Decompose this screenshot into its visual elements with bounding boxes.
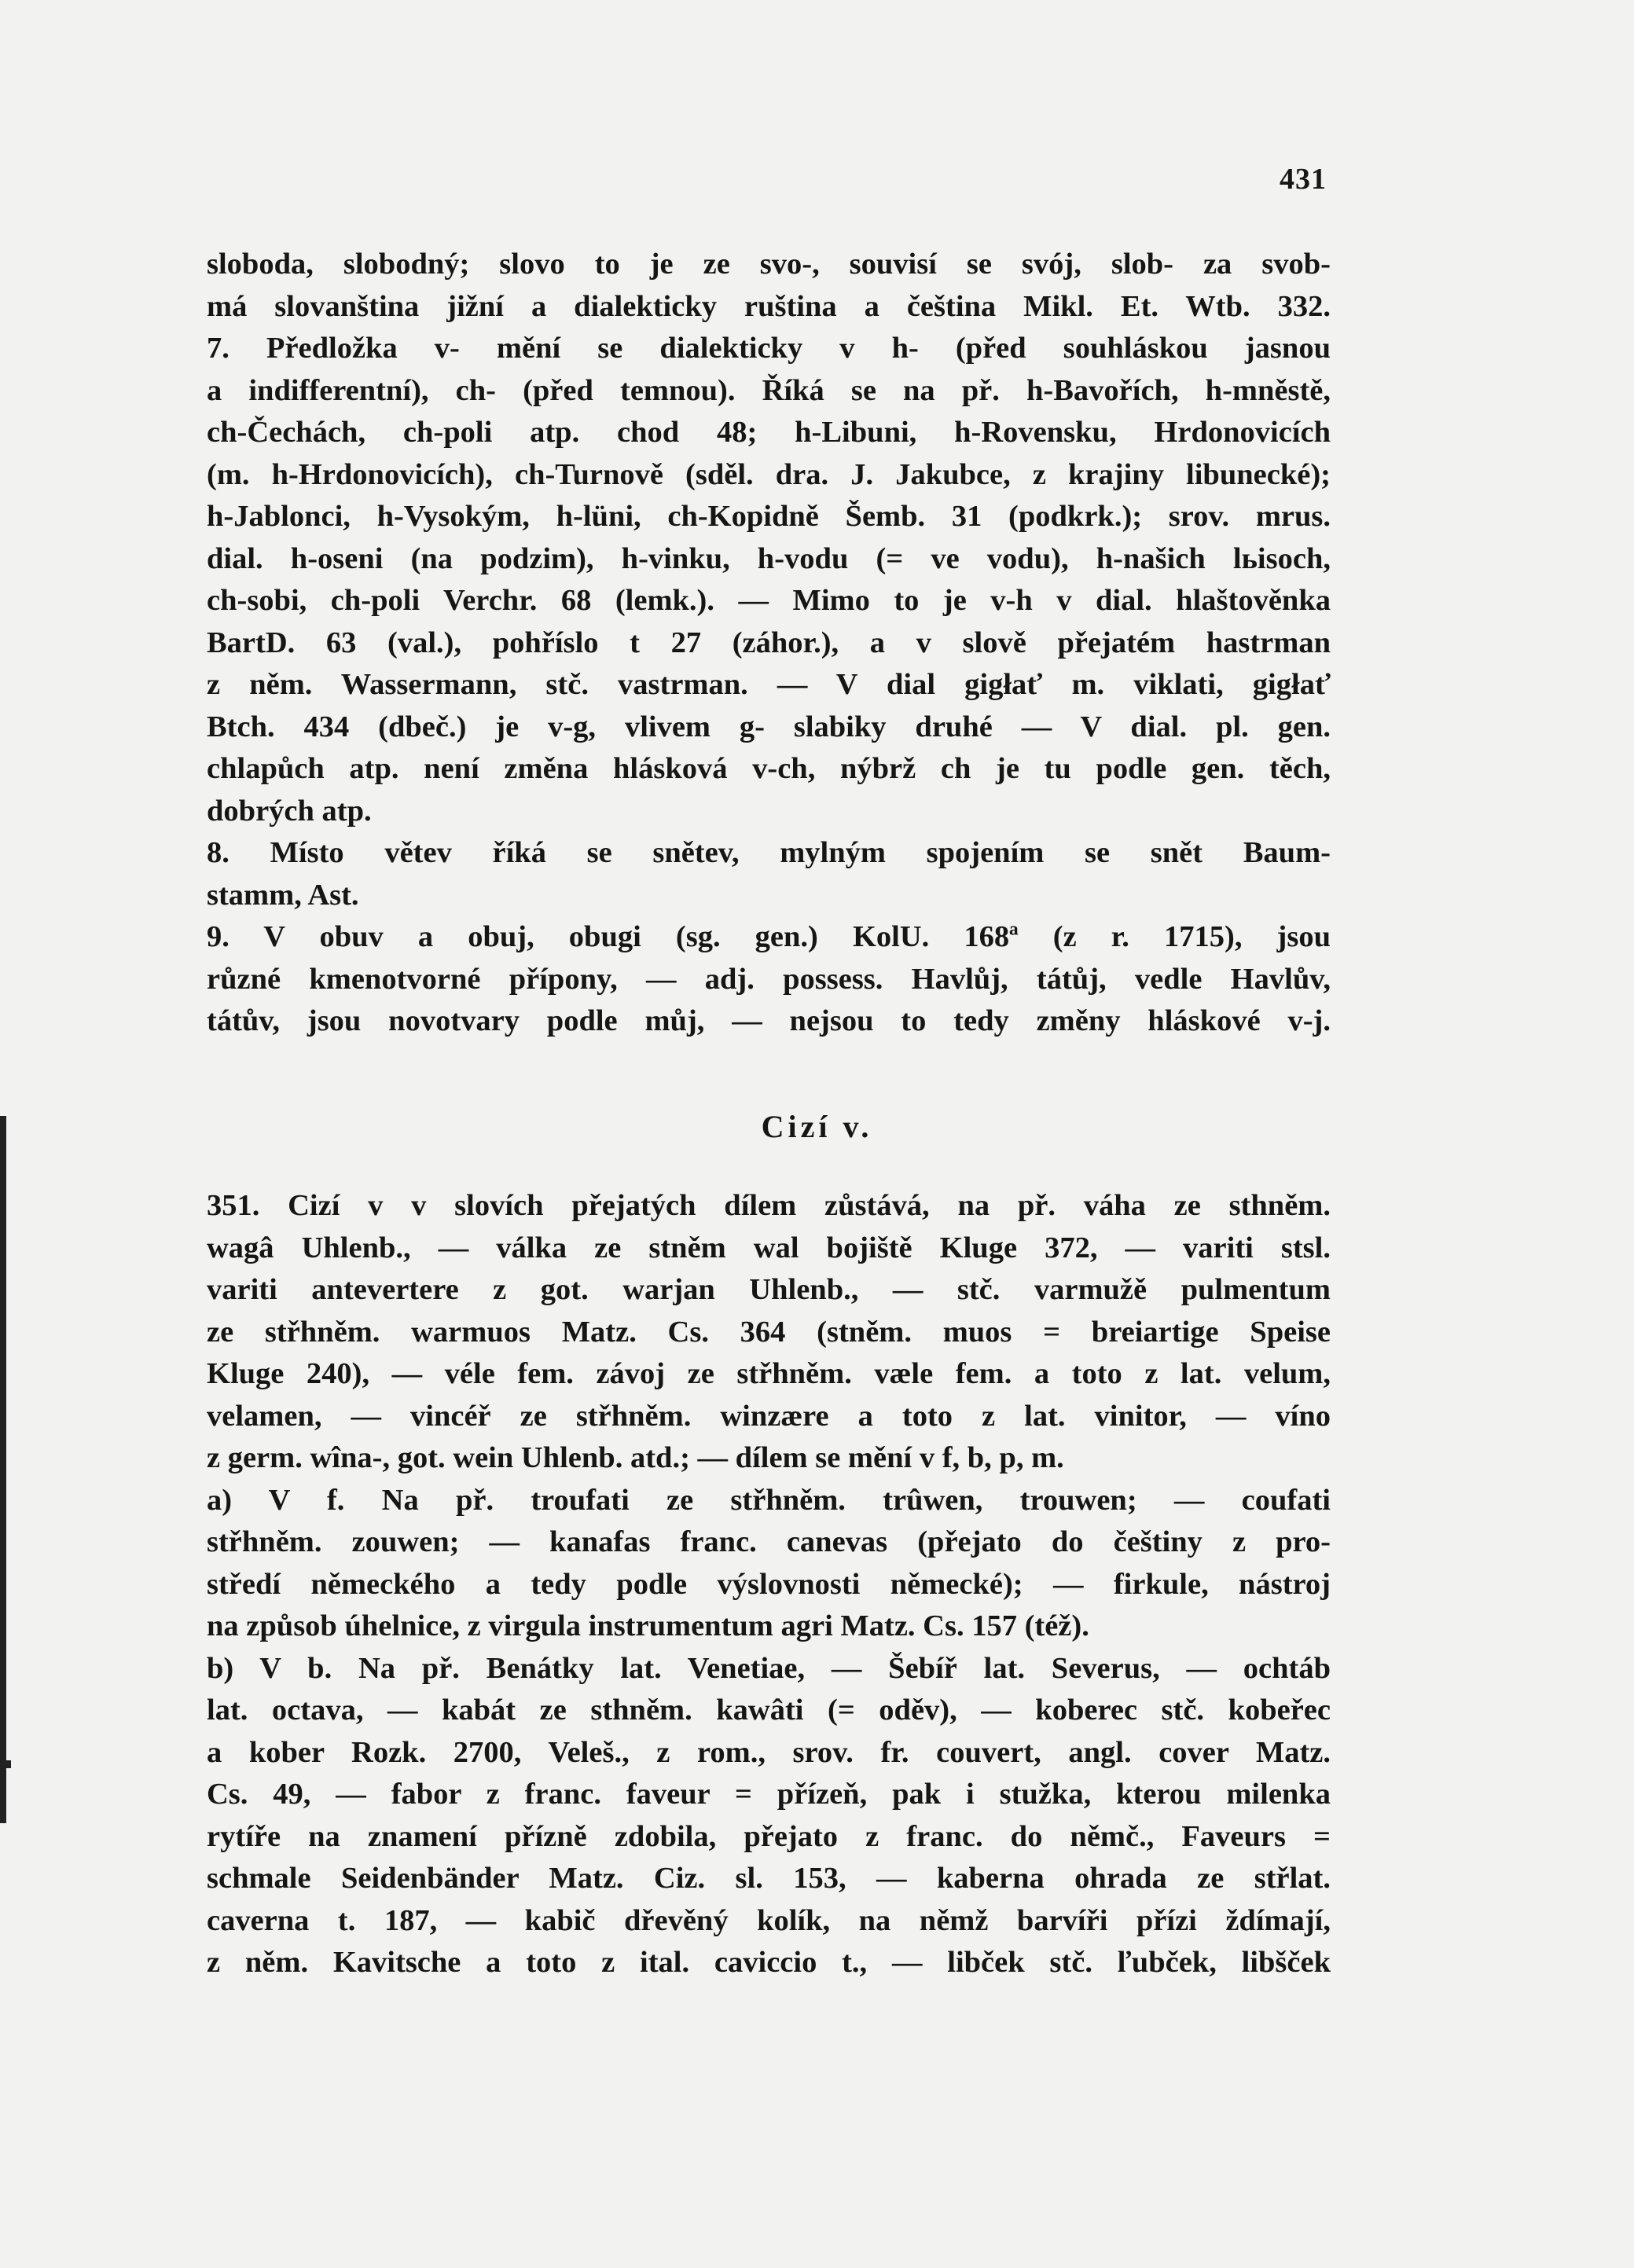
text-line: a kober Rozk. 2700, Veleš., z rom., srov. fr. couvert, angl. cover Matz. <box>207 1735 1331 1769</box>
text-line: 7. Předložka v- mění se dialekticky v h- (před souhláskou jasnou <box>207 332 1331 365</box>
scan-edge-tick <box>0 1760 11 1768</box>
text-line: velamen, — vincéř ze střhněm. winzære a toto z lat. vinitor, — víno <box>207 1399 1331 1433</box>
text-line: středí německého a tedy podle výslovnosti německé); — firkule, nástroj <box>207 1567 1331 1601</box>
text-line: caverna t. 187, — kabič dřevěný kolík, na němž barvíři přízi ždímají, <box>207 1903 1331 1937</box>
text-line: a indifferentní), ch- (před temnou). Říká se na př. h-Bavořích, h-mněstě, <box>207 373 1331 407</box>
text-line: dobrých atp. <box>207 794 372 828</box>
text-line: a) V f. Na př. troufati ze střhněm. trûwen, trouwen; — coufati <box>207 1483 1331 1517</box>
text-line: 351. Cizí v v slovích přejatých dílem zůstává, na př. váha ze sthněm. <box>207 1189 1331 1222</box>
text-line: Btch. 434 (dbeč.) je v-g, vlivem g- slabiky druhé — V dial. pl. gen. <box>207 710 1331 743</box>
text-line: stamm, Ast. <box>207 878 359 912</box>
page-number: 431 <box>1280 163 1327 196</box>
text-line: z germ. wîna-, got. wein Uhlenb. atd.; — dílem se mění v f, b, p, m. <box>207 1441 1064 1474</box>
text-line: chlapůch atp. není změna hlásková v-ch, nýbrž ch je tu podle gen. těch, <box>207 752 1331 785</box>
section-heading: Cizí v. <box>761 1109 873 1144</box>
text-line: Kluge 240), — véle fem. závoj ze střhněm. væle fem. a toto z lat. velum, <box>207 1357 1331 1390</box>
text-line: wagâ Uhlenb., — válka ze stněm wal bojiště Kluge 372, — variti stsl. <box>207 1231 1331 1264</box>
text-line: schmale Seidenbänder Matz. Ciz. sl. 153, — kaberna ohrada ze střlat. <box>207 1862 1331 1895</box>
text-line: z něm. Wassermann, stč. vastrman. — V dial gigłať m. viklati, gigłať <box>207 668 1331 701</box>
text-block-top <box>207 244 1331 1043</box>
scan-edge-mark <box>0 1116 6 1823</box>
text-line: z něm. Kavitsche a toto z ital. caviccio t., — libček stč. ľubček, libšček <box>207 1946 1331 1979</box>
text-line: tátův, jsou novotvary podle můj, — nejsou to tedy změny hláskové v-j. <box>207 1004 1331 1037</box>
text-line: dial. h-oseni (na podzim), h-vinku, h-vodu (= ve vodu), h-našich lьisoch, <box>207 541 1331 575</box>
text-line: lat. octava, — kabát ze sthněm. kawâti (= oděv), — koberec stč. kobeřec <box>207 1694 1331 1727</box>
text-line: ch-Čechách, ch-poli atp. chod 48; h-Libuni, h-Rovensku, Hrdonovicích <box>207 416 1331 449</box>
text-block-bottom <box>207 1185 1331 1984</box>
text-line: má slovanština jižní a dialekticky ruština a čeština Mikl. Et. Wtb. 332. <box>207 289 1331 323</box>
text-line: (m. h-Hrdonovicích), ch-Turnově (sděl. dra. J. Jakubce, z krajiny libunecké); <box>207 457 1331 491</box>
text-line: variti antevertere z got. warjan Uhlenb., — stč. varmužě pulmentum <box>207 1273 1331 1306</box>
text-line: 9. V obuv a obuj, obugi (sg. gen.) KolU. 168ª (z r. 1715), jsou <box>207 920 1331 953</box>
text-line: rytíře na znamení přízně zdobila, přejato z franc. do němč., Faveurs = <box>207 1819 1331 1853</box>
text-line: různé kmenotvorné přípony, — adj. possess. Havlůj, tátůj, vedle Havlův, <box>207 962 1331 996</box>
text-line: h-Jablonci, h-Vysokým, h-lüni, ch-Kopidně Šemb. 31 (podkrk.); srov. mrus. <box>207 500 1331 533</box>
text-line: sloboda, slobodný; slovo to je ze svo-, souvisí se svój, slob- za svob- <box>207 248 1331 281</box>
text-line: Cs. 49, — fabor z franc. faveur = přízeň, pak i stužka, kterou milenka <box>207 1778 1331 1811</box>
text-line: b) V b. Na př. Benátky lat. Venetiae, — Šebíř lat. Severus, — ochtáb <box>207 1651 1331 1685</box>
text-line: BartD. 63 (val.), pohříslo t 27 (záhor.), a v slově přejatém hastrman <box>207 626 1331 659</box>
text-line: střhněm. zouwen; — kanafas franc. canevas (přejato do češtiny z pro- <box>207 1525 1331 1558</box>
text-line: ch-sobi, ch-poli Verchr. 68 (lemk.). — Mimo to je v-h v dial. hlaštověnka <box>207 584 1331 617</box>
text-line: 8. Místo větev říká se snětev, mylným spojením se snět Baum- <box>207 836 1331 869</box>
text-line: na způsob úhelnice, z virgula instrumentum agri Matz. Cs. 157 (též). <box>207 1609 1089 1642</box>
text-line: ze střhněm. warmuos Matz. Cs. 364 (stněm. muos = breiartige Speise <box>207 1315 1331 1349</box>
